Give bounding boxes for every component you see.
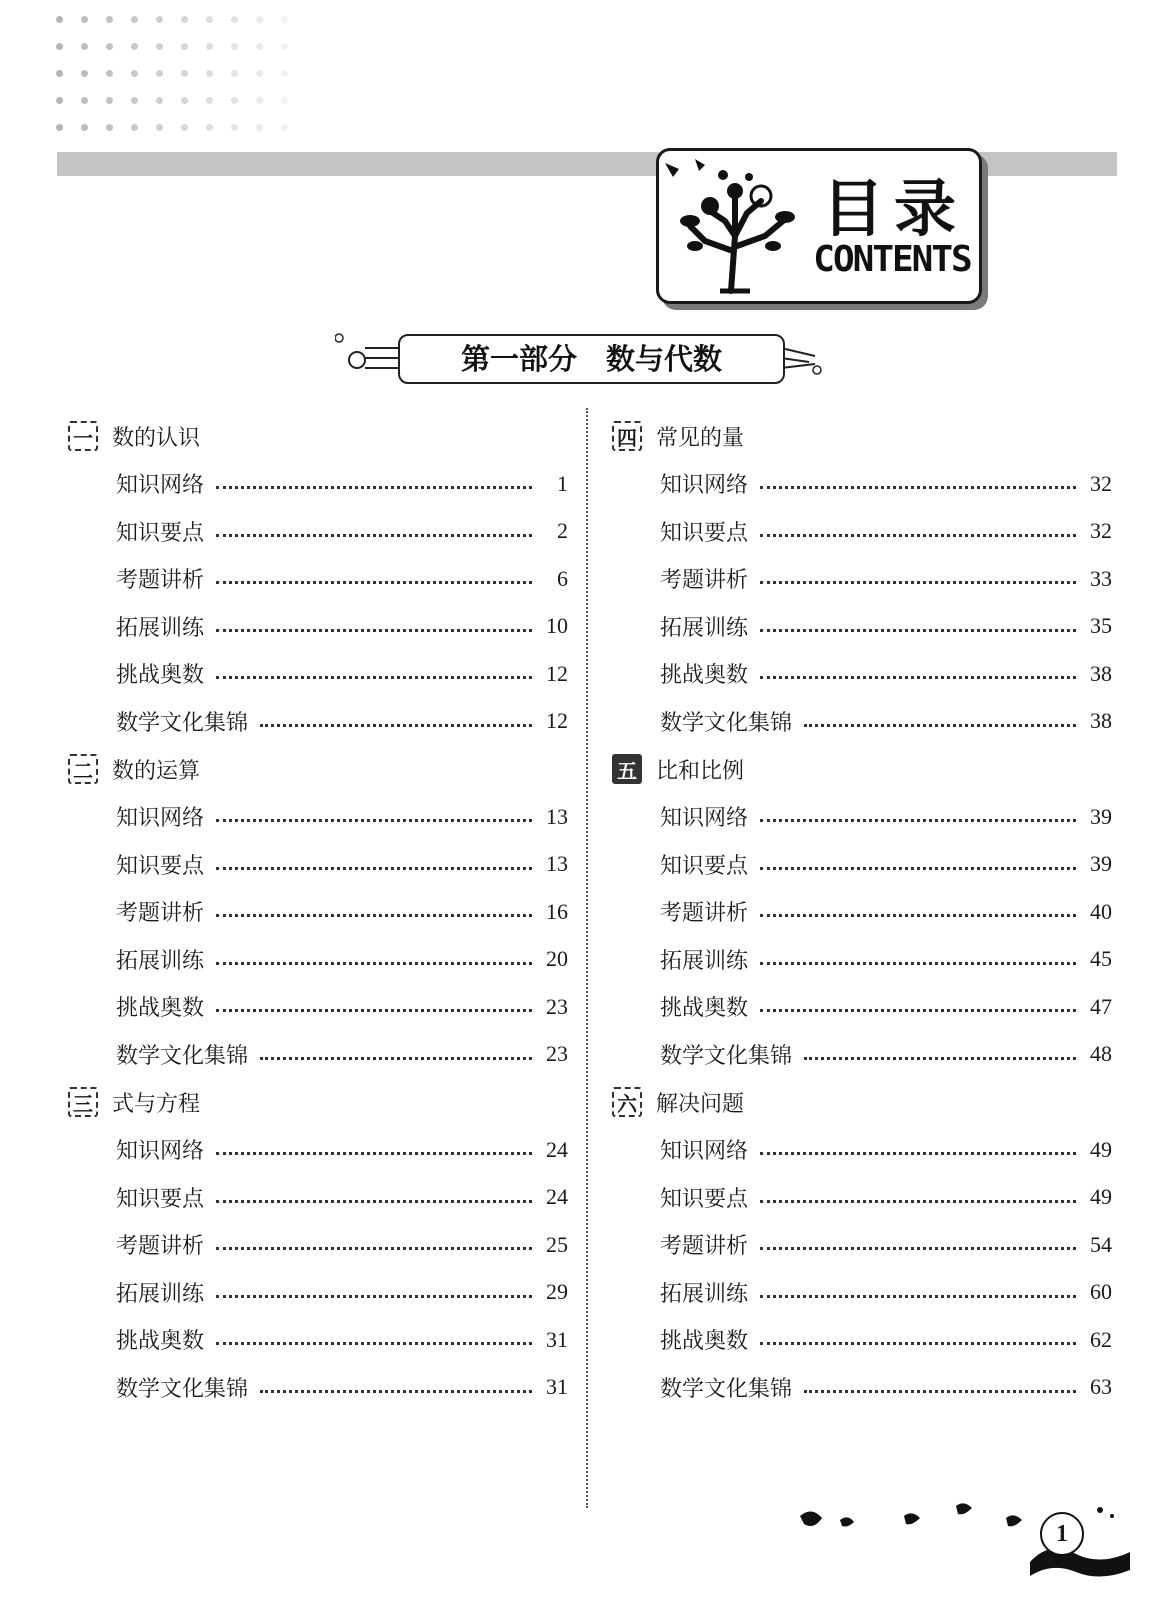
chapter-title: 常见的量 — [656, 425, 745, 451]
toc-entry[interactable] — [660, 936, 1112, 984]
entry-label: 考题讲析 — [116, 568, 205, 594]
dot-leader — [760, 1152, 1076, 1155]
page-number: 1 — [1040, 1512, 1084, 1556]
toc-entry[interactable] — [116, 888, 568, 936]
dot — [181, 124, 188, 131]
chapter-heading[interactable] — [612, 412, 1112, 460]
entry-page-number: 13 — [546, 803, 568, 829]
dot-leader — [760, 867, 1076, 870]
chapter-title: 式与方程 — [112, 1091, 201, 1117]
dot — [56, 43, 63, 50]
entry-page-number: 48 — [1090, 1041, 1112, 1067]
contents-title: 目录 — [821, 172, 966, 245]
toc-entry[interactable] — [660, 1364, 1112, 1412]
dot — [181, 70, 188, 77]
toc-entry[interactable] — [660, 603, 1112, 651]
chapter-heading[interactable] — [68, 412, 568, 460]
toc-left-column — [68, 412, 568, 1411]
dot — [256, 70, 263, 77]
entry-label: 数学文化集锦 — [116, 710, 249, 736]
entry-page-number: 23 — [546, 993, 568, 1019]
chapter-title: 数的认识 — [112, 425, 201, 451]
entry-label: 考题讲析 — [660, 568, 749, 594]
dot — [156, 124, 163, 131]
tree-icon — [665, 151, 805, 301]
dot — [131, 43, 138, 50]
entry-page-number: 12 — [546, 660, 568, 686]
dot — [156, 16, 163, 23]
entry-label: 知识要点 — [116, 1186, 205, 1212]
dot-leader — [216, 1152, 532, 1155]
dot-leader — [216, 1009, 532, 1012]
entry-label: 数学文化集锦 — [660, 1043, 793, 1069]
entry-page-number: 62 — [1090, 1326, 1112, 1352]
entry-page-number: 38 — [1090, 660, 1112, 686]
part-banner — [335, 330, 835, 390]
dot-leader — [216, 1200, 532, 1203]
dot-leader — [804, 1057, 1076, 1060]
dot — [281, 16, 288, 23]
dot-leader — [804, 724, 1076, 727]
entry-list — [68, 460, 568, 745]
dot-leader — [760, 1247, 1076, 1250]
chapter-number: 五 — [612, 754, 642, 784]
entry-label: 知识要点 — [116, 520, 205, 546]
toc-entry[interactable] — [116, 1031, 568, 1079]
dot — [81, 16, 88, 23]
dot — [131, 124, 138, 131]
dot — [206, 16, 213, 23]
entry-page-number: 45 — [1090, 946, 1112, 972]
dot-leader — [216, 581, 532, 584]
toc-entry[interactable] — [660, 1269, 1112, 1317]
entry-page-number: 49 — [1090, 1136, 1112, 1162]
toc-entry[interactable] — [660, 888, 1112, 936]
entry-label: 知识网络 — [660, 806, 749, 832]
chapter-section — [612, 745, 1112, 1078]
dot — [106, 97, 113, 104]
entry-label: 拓展训练 — [660, 948, 749, 974]
toc-entry[interactable] — [660, 508, 1112, 556]
chapter-number: 六 — [612, 1087, 642, 1117]
dot — [56, 97, 63, 104]
dot — [181, 43, 188, 50]
dot-leader — [216, 629, 532, 632]
entry-label: 拓展训练 — [116, 948, 205, 974]
toc-entry[interactable] — [116, 460, 568, 508]
entry-label: 拓展训练 — [660, 1281, 749, 1307]
dot — [131, 16, 138, 23]
dot-leader — [216, 534, 532, 537]
dot-leader — [760, 1342, 1076, 1345]
entry-label: 知识网络 — [116, 806, 205, 832]
dot — [81, 124, 88, 131]
dot — [206, 70, 213, 77]
entry-label: 考题讲析 — [116, 901, 205, 927]
entry-page-number: 1 — [557, 470, 568, 496]
dot — [281, 97, 288, 104]
toc-entry[interactable] — [660, 555, 1112, 603]
toc-entry[interactable] — [660, 1174, 1112, 1222]
entry-label: 数学文化集锦 — [116, 1376, 249, 1402]
entry-label: 拓展训练 — [116, 1281, 205, 1307]
entry-page-number: 60 — [1090, 1279, 1112, 1305]
toc-entry[interactable] — [116, 1126, 568, 1174]
dot-leader — [760, 819, 1076, 822]
toc-entry[interactable] — [660, 1126, 1112, 1174]
dot — [81, 43, 88, 50]
entry-page-number: 20 — [546, 946, 568, 972]
dot — [106, 16, 113, 23]
dot — [231, 43, 238, 50]
entry-page-number: 33 — [1090, 565, 1112, 591]
entry-label: 知识要点 — [116, 853, 205, 879]
chapter-section — [68, 1078, 568, 1411]
entry-label: 数学文化集锦 — [660, 710, 793, 736]
entry-page-number: 29 — [546, 1279, 568, 1305]
entry-label: 数学文化集锦 — [116, 1043, 249, 1069]
entry-page-number: 39 — [1090, 803, 1112, 829]
toc-entry[interactable] — [660, 1316, 1112, 1364]
dot-leader — [760, 534, 1076, 537]
dot-leader — [760, 1009, 1076, 1012]
chapter-heading[interactable] — [68, 1078, 568, 1126]
entry-label: 知识网络 — [660, 473, 749, 499]
chapter-heading[interactable] — [68, 745, 568, 793]
entry-list — [612, 460, 1112, 745]
entry-label: 知识要点 — [660, 1186, 749, 1212]
toc-entry[interactable] — [116, 603, 568, 651]
toc-entry[interactable] — [116, 1269, 568, 1317]
toc-entry[interactable] — [660, 983, 1112, 1031]
dot — [206, 97, 213, 104]
entry-list — [612, 1126, 1112, 1411]
entry-label: 知识要点 — [660, 520, 749, 546]
toc-entry[interactable] — [660, 793, 1112, 841]
dot-pattern — [56, 16, 316, 146]
swirl-decoration — [800, 1496, 1140, 1586]
toc-entry[interactable] — [116, 650, 568, 698]
toc-entry[interactable] — [660, 698, 1112, 746]
chapter-title: 解决问题 — [656, 1091, 745, 1117]
dot-leader — [760, 676, 1076, 679]
entry-page-number: 63 — [1090, 1374, 1112, 1400]
chapter-number: 四 — [612, 421, 642, 451]
toc-entry[interactable] — [116, 508, 568, 556]
dot — [156, 70, 163, 77]
chapter-number: 二 — [68, 754, 98, 784]
toc-entry[interactable] — [660, 1221, 1112, 1269]
entry-label: 知识要点 — [660, 853, 749, 879]
entry-label: 挑战奥数 — [660, 996, 749, 1022]
dot-leader — [216, 819, 532, 822]
entry-label: 挑战奥数 — [660, 1329, 749, 1355]
dot-leader — [216, 867, 532, 870]
dot — [206, 43, 213, 50]
chapter-heading[interactable] — [612, 1078, 1112, 1126]
entry-label: 知识网络 — [116, 1139, 205, 1165]
entry-list — [68, 1126, 568, 1411]
toc-entry[interactable] — [116, 1174, 568, 1222]
dot-leader — [216, 486, 532, 489]
entry-page-number: 40 — [1090, 898, 1112, 924]
dot-leader — [216, 1342, 532, 1345]
entry-page-number: 23 — [546, 1041, 568, 1067]
column-divider — [586, 408, 588, 1508]
entry-page-number: 24 — [546, 1184, 568, 1210]
dot — [81, 97, 88, 104]
dot — [206, 124, 213, 131]
toc-entry[interactable] — [116, 793, 568, 841]
entry-page-number: 24 — [546, 1136, 568, 1162]
toc-entry[interactable] — [116, 555, 568, 603]
toc-entry[interactable] — [116, 936, 568, 984]
entry-page-number: 31 — [546, 1374, 568, 1400]
dot-leader — [760, 962, 1076, 965]
entry-page-number: 38 — [1090, 708, 1112, 734]
dot — [156, 97, 163, 104]
chapter-section — [612, 412, 1112, 745]
entry-list — [612, 793, 1112, 1078]
dot-leader — [760, 629, 1076, 632]
chapter-number: 一 — [68, 421, 98, 451]
dot-leader — [760, 914, 1076, 917]
dot-leader — [260, 1057, 532, 1060]
toc-entry[interactable] — [660, 460, 1112, 508]
toc-entry[interactable] — [660, 841, 1112, 889]
dot-leader — [216, 1295, 532, 1298]
dot — [181, 16, 188, 23]
dot — [256, 16, 263, 23]
dot — [256, 43, 263, 50]
toc-entry[interactable] — [660, 650, 1112, 698]
entry-page-number: 6 — [557, 565, 568, 591]
entry-label: 知识网络 — [660, 1139, 749, 1165]
dot — [281, 43, 288, 50]
entry-page-number: 13 — [546, 851, 568, 877]
dot — [106, 124, 113, 131]
dot — [56, 16, 63, 23]
toc-entry[interactable] — [116, 983, 568, 1031]
toc-entry[interactable] — [116, 1221, 568, 1269]
dot-leader — [760, 486, 1076, 489]
dot-leader — [804, 1390, 1076, 1393]
dot — [231, 97, 238, 104]
contents-badge — [656, 148, 982, 304]
dot — [231, 124, 238, 131]
entry-label: 考题讲析 — [660, 1234, 749, 1260]
entry-label: 挑战奥数 — [116, 1329, 205, 1355]
entry-page-number: 47 — [1090, 993, 1112, 1019]
entry-page-number: 35 — [1090, 613, 1112, 639]
chapter-section — [68, 412, 568, 745]
dot-leader — [260, 724, 532, 727]
toc-right-column — [612, 412, 1112, 1411]
toc-entry[interactable] — [116, 1316, 568, 1364]
entry-page-number: 31 — [546, 1326, 568, 1352]
chapter-number: 三 — [68, 1087, 98, 1117]
toc-entry[interactable] — [660, 1031, 1112, 1079]
dot — [106, 43, 113, 50]
entry-page-number: 32 — [1090, 470, 1112, 496]
dot — [131, 97, 138, 104]
dot — [281, 124, 288, 131]
entry-label: 挑战奥数 — [116, 663, 205, 689]
dot-leader — [760, 1295, 1076, 1298]
contents-subtitle: CONTENTS — [813, 239, 971, 280]
dot — [256, 97, 263, 104]
toc-entry[interactable] — [116, 698, 568, 746]
dot — [156, 43, 163, 50]
entry-page-number: 39 — [1090, 851, 1112, 877]
dot — [131, 70, 138, 77]
dot — [181, 97, 188, 104]
entry-page-number: 10 — [546, 613, 568, 639]
toc-entry[interactable] — [116, 1364, 568, 1412]
dot — [281, 70, 288, 77]
dot — [81, 70, 88, 77]
dot — [56, 124, 63, 131]
chapter-title: 比和比例 — [656, 758, 745, 784]
dot-leader — [216, 962, 532, 965]
entry-label: 挑战奥数 — [660, 663, 749, 689]
entry-page-number: 2 — [557, 518, 568, 544]
chapter-heading[interactable] — [612, 745, 1112, 793]
page-footer — [800, 1496, 1140, 1586]
dot — [56, 70, 63, 77]
entry-label: 考题讲析 — [660, 901, 749, 927]
dot — [231, 16, 238, 23]
entry-label: 知识网络 — [116, 473, 205, 499]
entry-page-number: 16 — [546, 898, 568, 924]
toc-entry[interactable] — [116, 841, 568, 889]
entry-label: 挑战奥数 — [116, 996, 205, 1022]
entry-page-number: 54 — [1090, 1231, 1112, 1257]
entry-label: 拓展训练 — [116, 615, 205, 641]
dot-leader — [216, 914, 532, 917]
dot-leader — [216, 1247, 532, 1250]
dot-leader — [760, 581, 1076, 584]
entry-label: 数学文化集锦 — [660, 1376, 793, 1402]
entry-label: 考题讲析 — [116, 1234, 205, 1260]
part-title: 第一部分 数与代数 — [398, 334, 785, 384]
entry-page-number: 12 — [546, 708, 568, 734]
entry-list — [68, 793, 568, 1078]
dot — [231, 70, 238, 77]
entry-page-number: 25 — [546, 1231, 568, 1257]
chapter-section — [68, 745, 568, 1078]
chapter-section — [612, 1078, 1112, 1411]
dot-leader — [760, 1200, 1076, 1203]
dot — [106, 70, 113, 77]
dot-leader — [216, 676, 532, 679]
entry-page-number: 32 — [1090, 518, 1112, 544]
dot — [256, 124, 263, 131]
entry-page-number: 49 — [1090, 1184, 1112, 1210]
entry-label: 拓展训练 — [660, 615, 749, 641]
chapter-title: 数的运算 — [112, 758, 201, 784]
dot-leader — [260, 1390, 532, 1393]
